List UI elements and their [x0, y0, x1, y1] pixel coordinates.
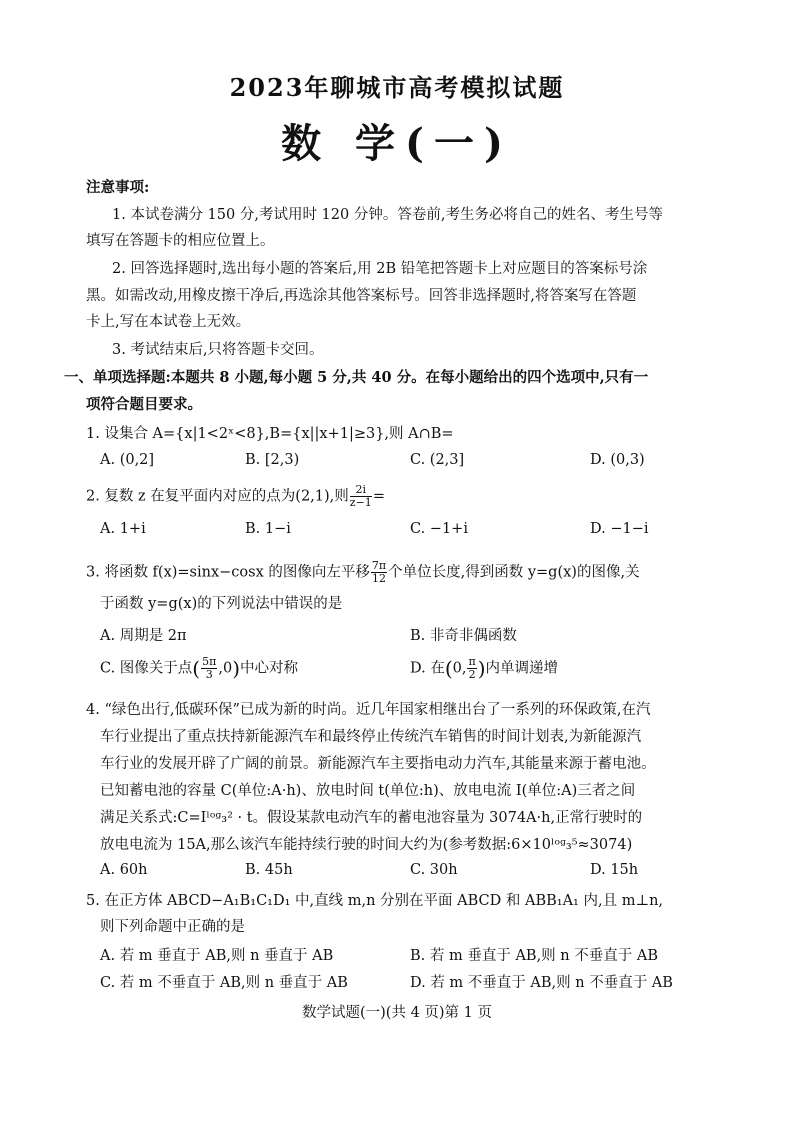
q5-line2: 则下列命题中正确的是 — [100, 919, 245, 935]
q3-option-d-post: 内单调递增 — [485, 660, 559, 677]
q4-line5: 满足关系式:C=Iˡᵒᵍ₃² · t。假设某款电动汽车的蓄电池容量为 3074A·h,正常行驶时的 — [100, 810, 643, 826]
section1-line1: 一、单项选择题:本题共 8 小题,每小题 5 分,共 40 分。在每小题给出的四个选项中,只有一 — [64, 369, 649, 386]
q5-option-a: A. 若 m 垂直于 AB,则 n 垂直于 AB — [100, 948, 334, 964]
q1-stem: 1. 设集合 A={x|1<2ˣ<8},B={x||x+1|≥3},则 A∩B= — [86, 426, 454, 442]
q3-option-b: B. 非奇非偶函数 — [410, 628, 517, 644]
q3-stem-pre: 3. 将函数 f(x)=sinx−cosx 的图像向左平移 — [86, 564, 370, 581]
notice-item3: 3. 考试结束后,只将答题卡交回。 — [112, 342, 324, 358]
q2-option-c: C. −1+i — [410, 521, 468, 537]
q3-stem-line2: 于函数 y=g(x)的下列说法中错误的是 — [100, 596, 343, 612]
q2-option-a: A. 1+i — [100, 521, 146, 537]
q1-option-a: A. (0,2] — [100, 452, 155, 468]
q4-option-c: C. 30h — [410, 862, 458, 878]
q3-stem-post: 个单位长度,得到函数 y=g(x)的图像,关 — [388, 564, 640, 581]
q2-frac-num: 2i — [350, 484, 372, 497]
q2-stem-post: = — [372, 488, 385, 505]
q1-option-c: C. (2,3] — [410, 452, 465, 468]
right-paren-glyph: ) — [232, 656, 240, 681]
q3-option-c-post: 中心对称 — [240, 660, 298, 677]
q3-frac-num: 7π — [371, 559, 387, 572]
left-paren-glyph: ( — [192, 656, 201, 681]
q2-fraction — [350, 484, 372, 509]
q2-option-b: B. 1−i — [245, 521, 291, 537]
exam-subject: 数 学(一) — [281, 120, 513, 167]
notice-item1-line2: 填写在答题卡的相应位置上。 — [86, 233, 275, 249]
q3-option-d-fraction — [467, 656, 476, 681]
section1-line2: 项符合题目要求。 — [86, 396, 202, 413]
q3-frac-den: 12 — [372, 572, 386, 585]
left-paren-glyph: ( — [444, 656, 453, 681]
q4-line4: 已知蓄电池的容量 C(单位:A·h)、放电时间 t(单位:h)、放电电流 I(单位:A)三者之间 — [100, 783, 636, 799]
q3-option-d-mid: 0, — [452, 660, 467, 677]
q3-option-d — [410, 656, 558, 681]
q2-option-d: D. −1−i — [590, 521, 649, 537]
q3-stem — [86, 560, 716, 585]
q3-option-c-den: 3 — [205, 668, 213, 681]
q3-option-d-den: 2 — [468, 668, 476, 681]
q1-option-d: D. (0,3) — [590, 452, 645, 468]
q3-option-d-num: π — [468, 655, 476, 668]
q4-line1: 4. “绿色出行,低碳环保”已成为新的时尚。近几年国家相继出台了一系列的环保政策,在汽 — [86, 702, 651, 718]
q5-option-d: D. 若 m 不垂直于 AB,则 n 不垂直于 AB — [410, 975, 673, 991]
notice-item2-line2: 黑。如需改动,用橡皮擦干净后,再选涂其他答案标号。回答非选择题时,将答案写在答题 — [86, 288, 637, 304]
q4-line2: 车行业提出了重点扶持新能源汽车和最终停止传统汽车销售的时间计划表,为新能源汽 — [100, 729, 642, 745]
q4-option-d: D. 15h — [590, 862, 639, 878]
exam-title: 2023年聊城市高考模拟试题 — [229, 73, 565, 102]
q1-option-b: B. [2,3) — [245, 452, 300, 468]
q4-line3: 车行业的发展开辟了广阔的前景。新能源汽车主要指电动力汽车,其能量来源于蓄电池。 — [100, 756, 656, 772]
q3-option-c-mid: ,0 — [218, 660, 233, 677]
q4-option-b: B. 45h — [245, 862, 293, 878]
q3-option-c-num: 5π — [202, 655, 217, 668]
q5-option-c: C. 若 m 不垂直于 AB,则 n 垂直于 AB — [100, 975, 348, 991]
q5-line1: 5. 在正方体 ABCD−A₁B₁C₁D₁ 中,直线 m,n 分别在平面 ABCD 和 ABB₁A₁ 内,且 m⊥n, — [86, 893, 664, 909]
q4-option-a: A. 60h — [100, 862, 148, 878]
notice-item1-line1: 1. 本试卷满分 150 分,考试用时 120 分钟。答卷前,考生务必将自己的姓名、考生号等 — [112, 207, 663, 223]
q3-fraction — [371, 560, 387, 585]
q3-option-a: A. 周期是 2π — [100, 628, 187, 644]
notice-heading: 注意事项: — [86, 179, 150, 196]
q3-option-c — [100, 656, 298, 681]
page-footer: 数学试题(一)(共 4 页)第 1 页 — [301, 1005, 492, 1021]
q2-stem — [86, 484, 716, 509]
q2-frac-den: z−1 — [349, 496, 372, 509]
q2-stem-pre: 2. 复数 z 在复平面内对应的点为(2,1),则 — [86, 488, 349, 505]
notice-item2-line3: 卡上,写在本试卷上无效。 — [86, 314, 251, 330]
right-paren-glyph: ) — [477, 656, 486, 681]
q5-option-b: B. 若 m 垂直于 AB,则 n 不垂直于 AB — [410, 948, 658, 964]
q3-option-c-pre: C. 图像关于点 — [100, 660, 193, 677]
q3-option-d-pre: D. 在 — [410, 660, 445, 677]
q3-option-c-fraction — [201, 656, 217, 681]
notice-item2-line1: 2. 回答选择题时,选出每小题的答案后,用 2B 铅笔把答题卡上对应题目的答案标号涂 — [112, 261, 648, 277]
q4-line6: 放电电流为 15A,那么该汽车能持续行驶的时间大约为(参考数据:6×10ˡᵒᵍ₃⁵≈3074) — [100, 837, 633, 853]
